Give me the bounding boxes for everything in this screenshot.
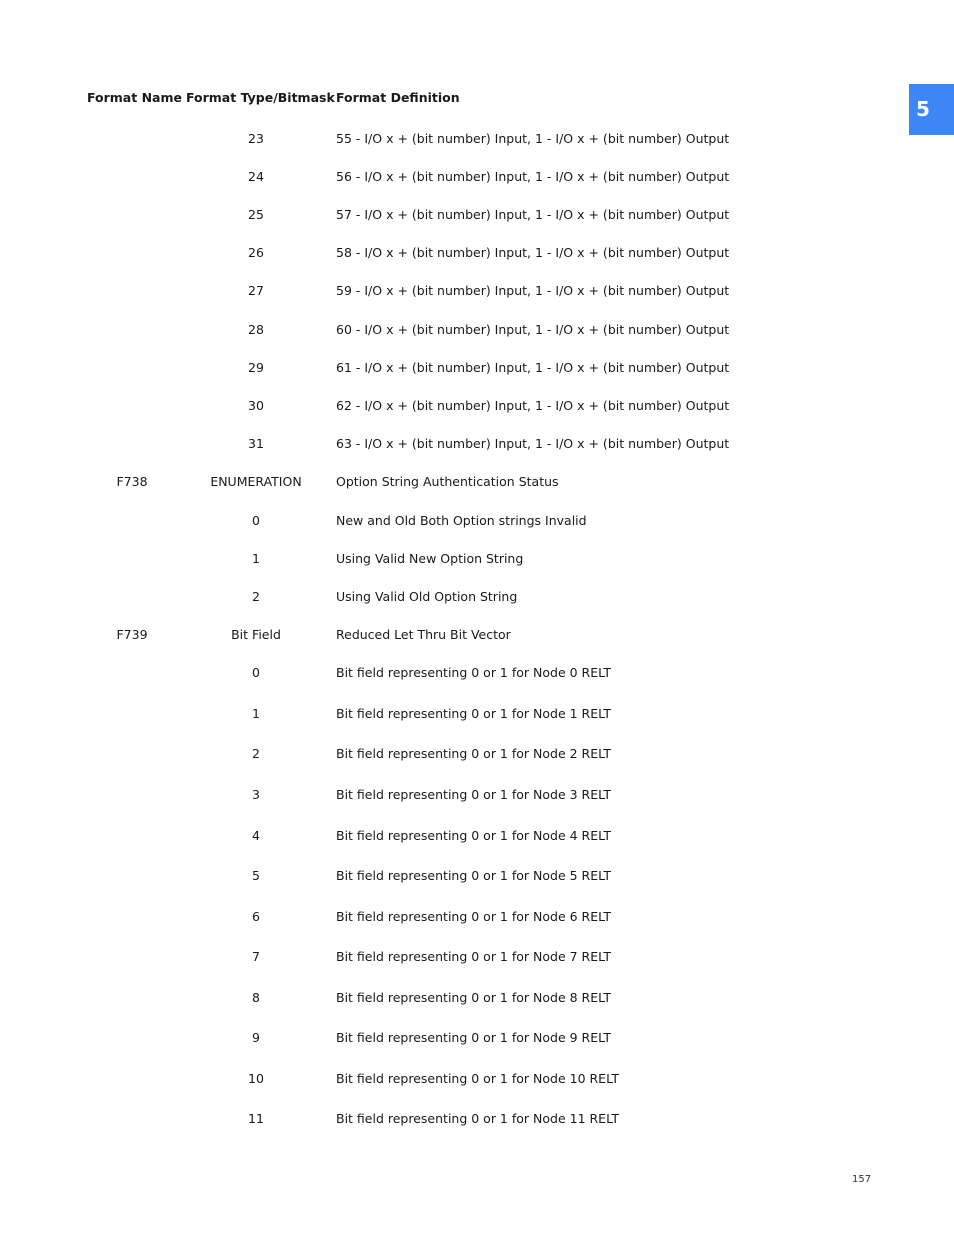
table-row [0, 168, 954, 186]
format-definition-cell: Reduced Let Thru Bit Vector [336, 627, 511, 642]
format-type-cell: 0 [252, 665, 260, 680]
format-definition-cell: 61 - I/O x + (bit number) Input, 1 - I/O x + (bit number) Output [336, 360, 730, 375]
format-definition-cell: Bit field representing 0 or 1 for Node 3 RELT [336, 787, 611, 802]
chapter-tab: 5 [909, 84, 954, 135]
table-row [0, 664, 954, 682]
format-type-cell: 25 [248, 207, 264, 222]
format-definition-cell: 59 - I/O x + (bit number) Input, 1 - I/O x + (bit number) Output [336, 283, 730, 298]
format-type-cell: 24 [248, 169, 264, 184]
column-header-format-definition: Format Definition [336, 90, 460, 105]
format-type-cell: 1 [252, 706, 260, 721]
format-type-cell: 10 [248, 1071, 264, 1086]
table-row [0, 512, 954, 530]
format-type-cell: 11 [248, 1111, 264, 1126]
format-definition-cell: Bit field representing 0 or 1 for Node 11 RELT [336, 1111, 619, 1126]
table-row [0, 206, 954, 224]
table-row [0, 397, 954, 415]
format-definition-cell: Bit field representing 0 or 1 for Node 10 RELT [336, 1071, 619, 1086]
format-type-cell: 5 [252, 868, 260, 883]
format-definition-cell: Bit field representing 0 or 1 for Node 4 RELT [336, 828, 611, 843]
format-type-cell: ENUMERATION [210, 474, 302, 489]
format-type-cell: 2 [252, 589, 260, 604]
format-type-cell: 4 [252, 828, 260, 843]
format-type-cell: 7 [252, 949, 260, 964]
format-type-cell: 23 [248, 131, 264, 146]
table-row [0, 626, 954, 644]
table-row [0, 244, 954, 262]
table-row [0, 908, 954, 926]
format-type-cell: 6 [252, 909, 260, 924]
format-definition-cell: 58 - I/O x + (bit number) Input, 1 - I/O x + (bit number) Output [336, 245, 730, 260]
table-row [0, 1029, 954, 1047]
format-type-cell: Bit Field [231, 627, 281, 642]
format-type-cell: 31 [248, 436, 264, 451]
format-name-cell: F739 [116, 627, 148, 642]
format-definition-cell: Bit field representing 0 or 1 for Node 7 RELT [336, 949, 611, 964]
format-definition-cell: Using Valid New Option String [336, 551, 524, 566]
format-definition-cell: Bit field representing 0 or 1 for Node 1 RELT [336, 706, 611, 721]
format-definition-cell: New and Old Both Option strings Invalid [336, 513, 587, 528]
table-row [0, 282, 954, 300]
table-row [0, 588, 954, 606]
page-number: 157 [852, 1174, 872, 1185]
format-type-cell: 3 [252, 787, 260, 802]
table-row [0, 867, 954, 885]
format-type-cell: 26 [248, 245, 264, 260]
table-row [0, 705, 954, 723]
format-type-cell: 0 [252, 513, 260, 528]
format-definition-cell: 62 - I/O x + (bit number) Input, 1 - I/O x + (bit number) Output [336, 398, 730, 413]
table-header [0, 90, 954, 110]
table-row [0, 1070, 954, 1088]
table-row [0, 745, 954, 763]
table-row [0, 948, 954, 966]
column-header-format-name: Format Name [87, 90, 182, 105]
format-definition-cell: Bit field representing 0 or 1 for Node 0 RELT [336, 665, 611, 680]
table-row [0, 473, 954, 491]
format-definition-cell: Bit field representing 0 or 1 for Node 5 RELT [336, 868, 611, 883]
column-header-format-type: Format Type/Bitmask [186, 90, 335, 105]
format-name-cell: F738 [116, 474, 148, 489]
format-type-cell: 9 [252, 1030, 260, 1045]
table-row [0, 321, 954, 339]
table-row [0, 786, 954, 804]
format-definition-cell: Bit field representing 0 or 1 for Node 9 RELT [336, 1030, 611, 1045]
format-definition-cell: Using Valid Old Option String [336, 589, 518, 604]
table-row [0, 359, 954, 377]
table-row [0, 1110, 954, 1128]
table-row [0, 130, 954, 148]
format-type-cell: 27 [248, 283, 264, 298]
format-type-cell: 28 [248, 322, 264, 337]
format-type-cell: 1 [252, 551, 260, 566]
format-type-cell: 30 [248, 398, 264, 413]
format-definition-cell: Bit field representing 0 or 1 for Node 2 RELT [336, 746, 611, 761]
format-definition-cell: 57 - I/O x + (bit number) Input, 1 - I/O x + (bit number) Output [336, 207, 730, 222]
format-definition-cell: 63 - I/O x + (bit number) Input, 1 - I/O x + (bit number) Output [336, 436, 730, 451]
format-definition-cell: 55 - I/O x + (bit number) Input, 1 - I/O x + (bit number) Output [336, 131, 730, 146]
format-type-cell: 8 [252, 990, 260, 1005]
format-definition-cell: Option String Authentication Status [336, 474, 559, 489]
format-definition-cell: 56 - I/O x + (bit number) Input, 1 - I/O x + (bit number) Output [336, 169, 730, 184]
table-row [0, 989, 954, 1007]
format-definition-cell: 60 - I/O x + (bit number) Input, 1 - I/O x + (bit number) Output [336, 322, 730, 337]
format-type-cell: 29 [248, 360, 264, 375]
table-row [0, 827, 954, 845]
format-type-cell: 2 [252, 746, 260, 761]
table-row [0, 435, 954, 453]
format-definition-cell: Bit field representing 0 or 1 for Node 6 RELT [336, 909, 611, 924]
table-row [0, 550, 954, 568]
format-definition-cell: Bit field representing 0 or 1 for Node 8 RELT [336, 990, 611, 1005]
